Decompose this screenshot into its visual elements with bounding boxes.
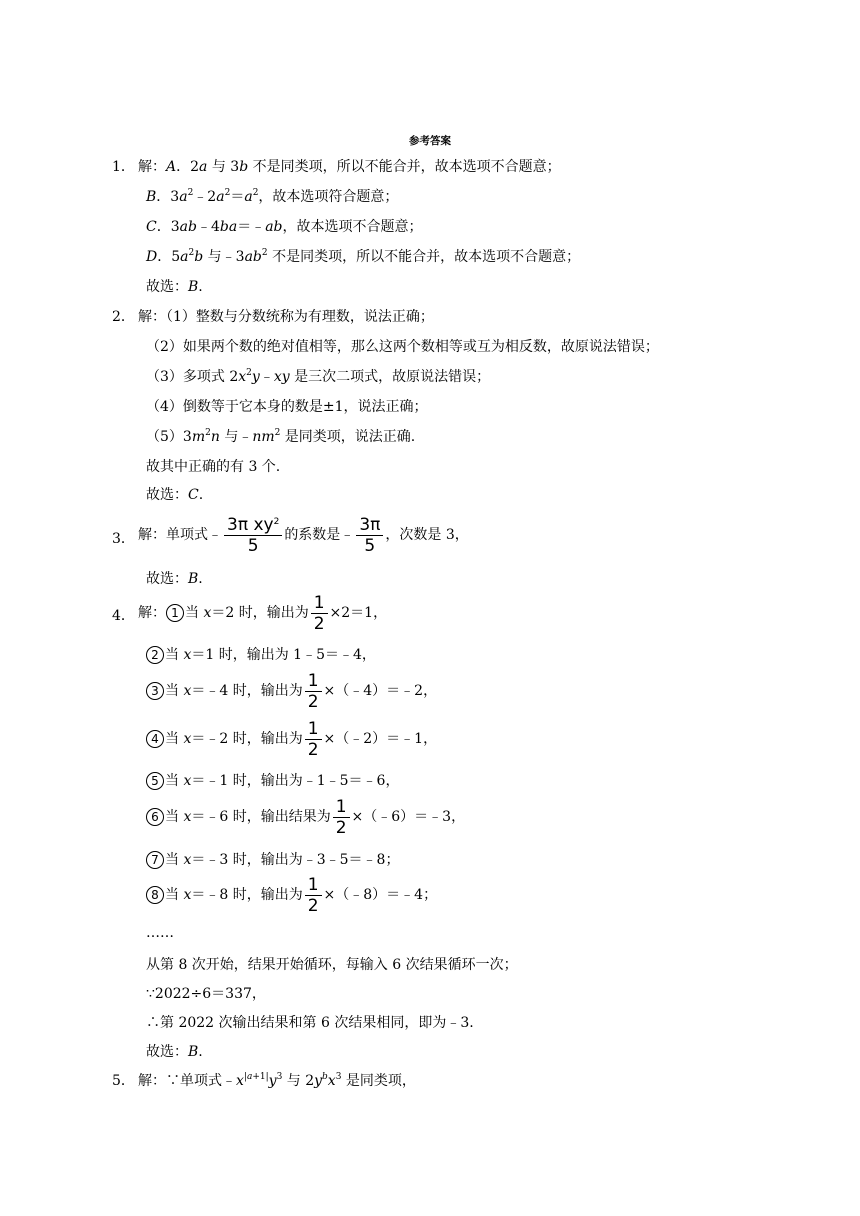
q4-step-5: 5 当 x＝﹣1 时，输出为﹣1﹣5＝﹣6， <box>146 772 399 790</box>
q4-step-2: 2 当 x＝1 时，输出为 1﹣5＝﹣4， <box>146 646 376 664</box>
fraction-3pi-over-5: $\frac{3\pi}{5}$ <box>356 515 383 556</box>
q4-ellipsis: …… <box>146 925 174 941</box>
circled-7-icon: 7 <box>146 851 164 869</box>
q2-line-6: 故其中正确的有 3 个. <box>146 459 281 475</box>
page-title: 参考答案 <box>409 135 451 147</box>
fraction-3pi-xy2-over-5: $\frac{3\pi xy^2}{5}$ <box>224 515 282 556</box>
q4-answer: 故选：B. <box>146 1044 203 1060</box>
q5-line-1: 解：∵单项式$﹣x^{|a+1|}y^3$ 与 $2y^bx^3$ 是同类项， <box>138 1072 416 1089</box>
q3-answer: 故选：B. <box>146 571 203 587</box>
circled-3-icon: 3 <box>146 682 164 700</box>
q4-step-3: 3 当 x＝﹣4 时，输出为 $\frac{1}{2}$ ×（﹣4）＝﹣2， <box>146 670 437 712</box>
q4-number: 4． <box>112 608 135 624</box>
q3-number: 3． <box>112 531 135 547</box>
circled-1-icon: 1 <box>166 604 184 622</box>
q2-line-2: （2）如果两个数的绝对值相等，那么这两个数相等或互为相反数，故原说法错误； <box>146 339 659 355</box>
q2-line-1: 解：（1）整数与分数统称为有理数，说法正确； <box>138 309 434 325</box>
q4-since: ∵2022÷6＝337， <box>146 986 266 1002</box>
q4-step-8: 8 当 x＝﹣8 时，输出为 $\frac{1}{2}$ ×（﹣8）＝﹣4； <box>146 874 437 916</box>
q1-answer: 故选：B. <box>146 279 203 295</box>
circled-5-icon: 5 <box>146 772 164 790</box>
q4-step-1: 解： 1 当 x＝2 时，输出为 $\frac{1}{2}$ ×2＝1， <box>138 592 388 634</box>
q3-line-1: 解：单项式﹣ $\frac{3\pi xy^2}{5}$ 的系数是﹣ $\frac{3\pi}{5}$ ，次数是 3， <box>138 514 469 556</box>
q2-line-4: （4）倒数等于它本身的数是±1，说法正确； <box>146 399 428 415</box>
q2-line-5: $(5)3m^2n$ 与$﹣nm^2$ 是同类项，说法正确. <box>146 428 416 445</box>
q1-line-b: B．$3a^2﹣2a^2=a^2$，故本选项符合题意； <box>146 188 399 205</box>
fraction-half: $\frac{1}{2}$ <box>305 875 322 916</box>
q1-number: 1． <box>112 159 135 175</box>
circled-8-icon: 8 <box>146 886 164 904</box>
q4-step-7: 7 当 x＝﹣3 时，输出为﹣3﹣5＝﹣8； <box>146 851 399 869</box>
circled-6-icon: 6 <box>146 808 164 826</box>
q2-answer: 故选：C. <box>146 487 204 503</box>
fraction-half: $\frac{1}{2}$ <box>311 593 328 634</box>
q4-step-4: 4 当 x＝﹣2 时，输出为 $\frac{1}{2}$ ×（﹣2）＝﹣1， <box>146 718 437 760</box>
circled-4-icon: 4 <box>146 730 164 748</box>
fraction-half: $\frac{1}{2}$ <box>333 797 350 838</box>
q1-line-d: D．$5a^2b$ 与$﹣3ab^2$ 不是同类项，所以不能合并，故本选项不合题意； <box>146 248 581 265</box>
q5-number: 5． <box>112 1073 135 1089</box>
q2-line-3: （3）多项式 $2x^2y﹣xy$ 是三次二项式，故原说法错误； <box>146 368 491 385</box>
q1-line-c: C．3ab﹣4ba＝﹣ab，故本选项不合题意； <box>146 219 423 235</box>
circled-2-icon: 2 <box>146 646 164 664</box>
q1-line-a: 解：A．2a 与 3b 不是同类项，所以不能合并，故本选项不合题意； <box>138 159 561 175</box>
q4-therefore: ∴第 2022 次输出结果和第 6 次结果相同，即为﹣3. <box>146 1015 474 1031</box>
fraction-half: $\frac{1}{2}$ <box>305 671 322 712</box>
q4-cycle: 从第 8 次开始，结果开始循环，每输入 6 次结果循环一次； <box>146 957 518 973</box>
q4-step-6: 6 当 x＝﹣6 时，输出结果为 $\frac{1}{2}$ ×（﹣6）＝﹣3， <box>146 796 465 838</box>
q2-number: 2． <box>112 309 135 325</box>
fraction-half: $\frac{1}{2}$ <box>305 719 322 760</box>
